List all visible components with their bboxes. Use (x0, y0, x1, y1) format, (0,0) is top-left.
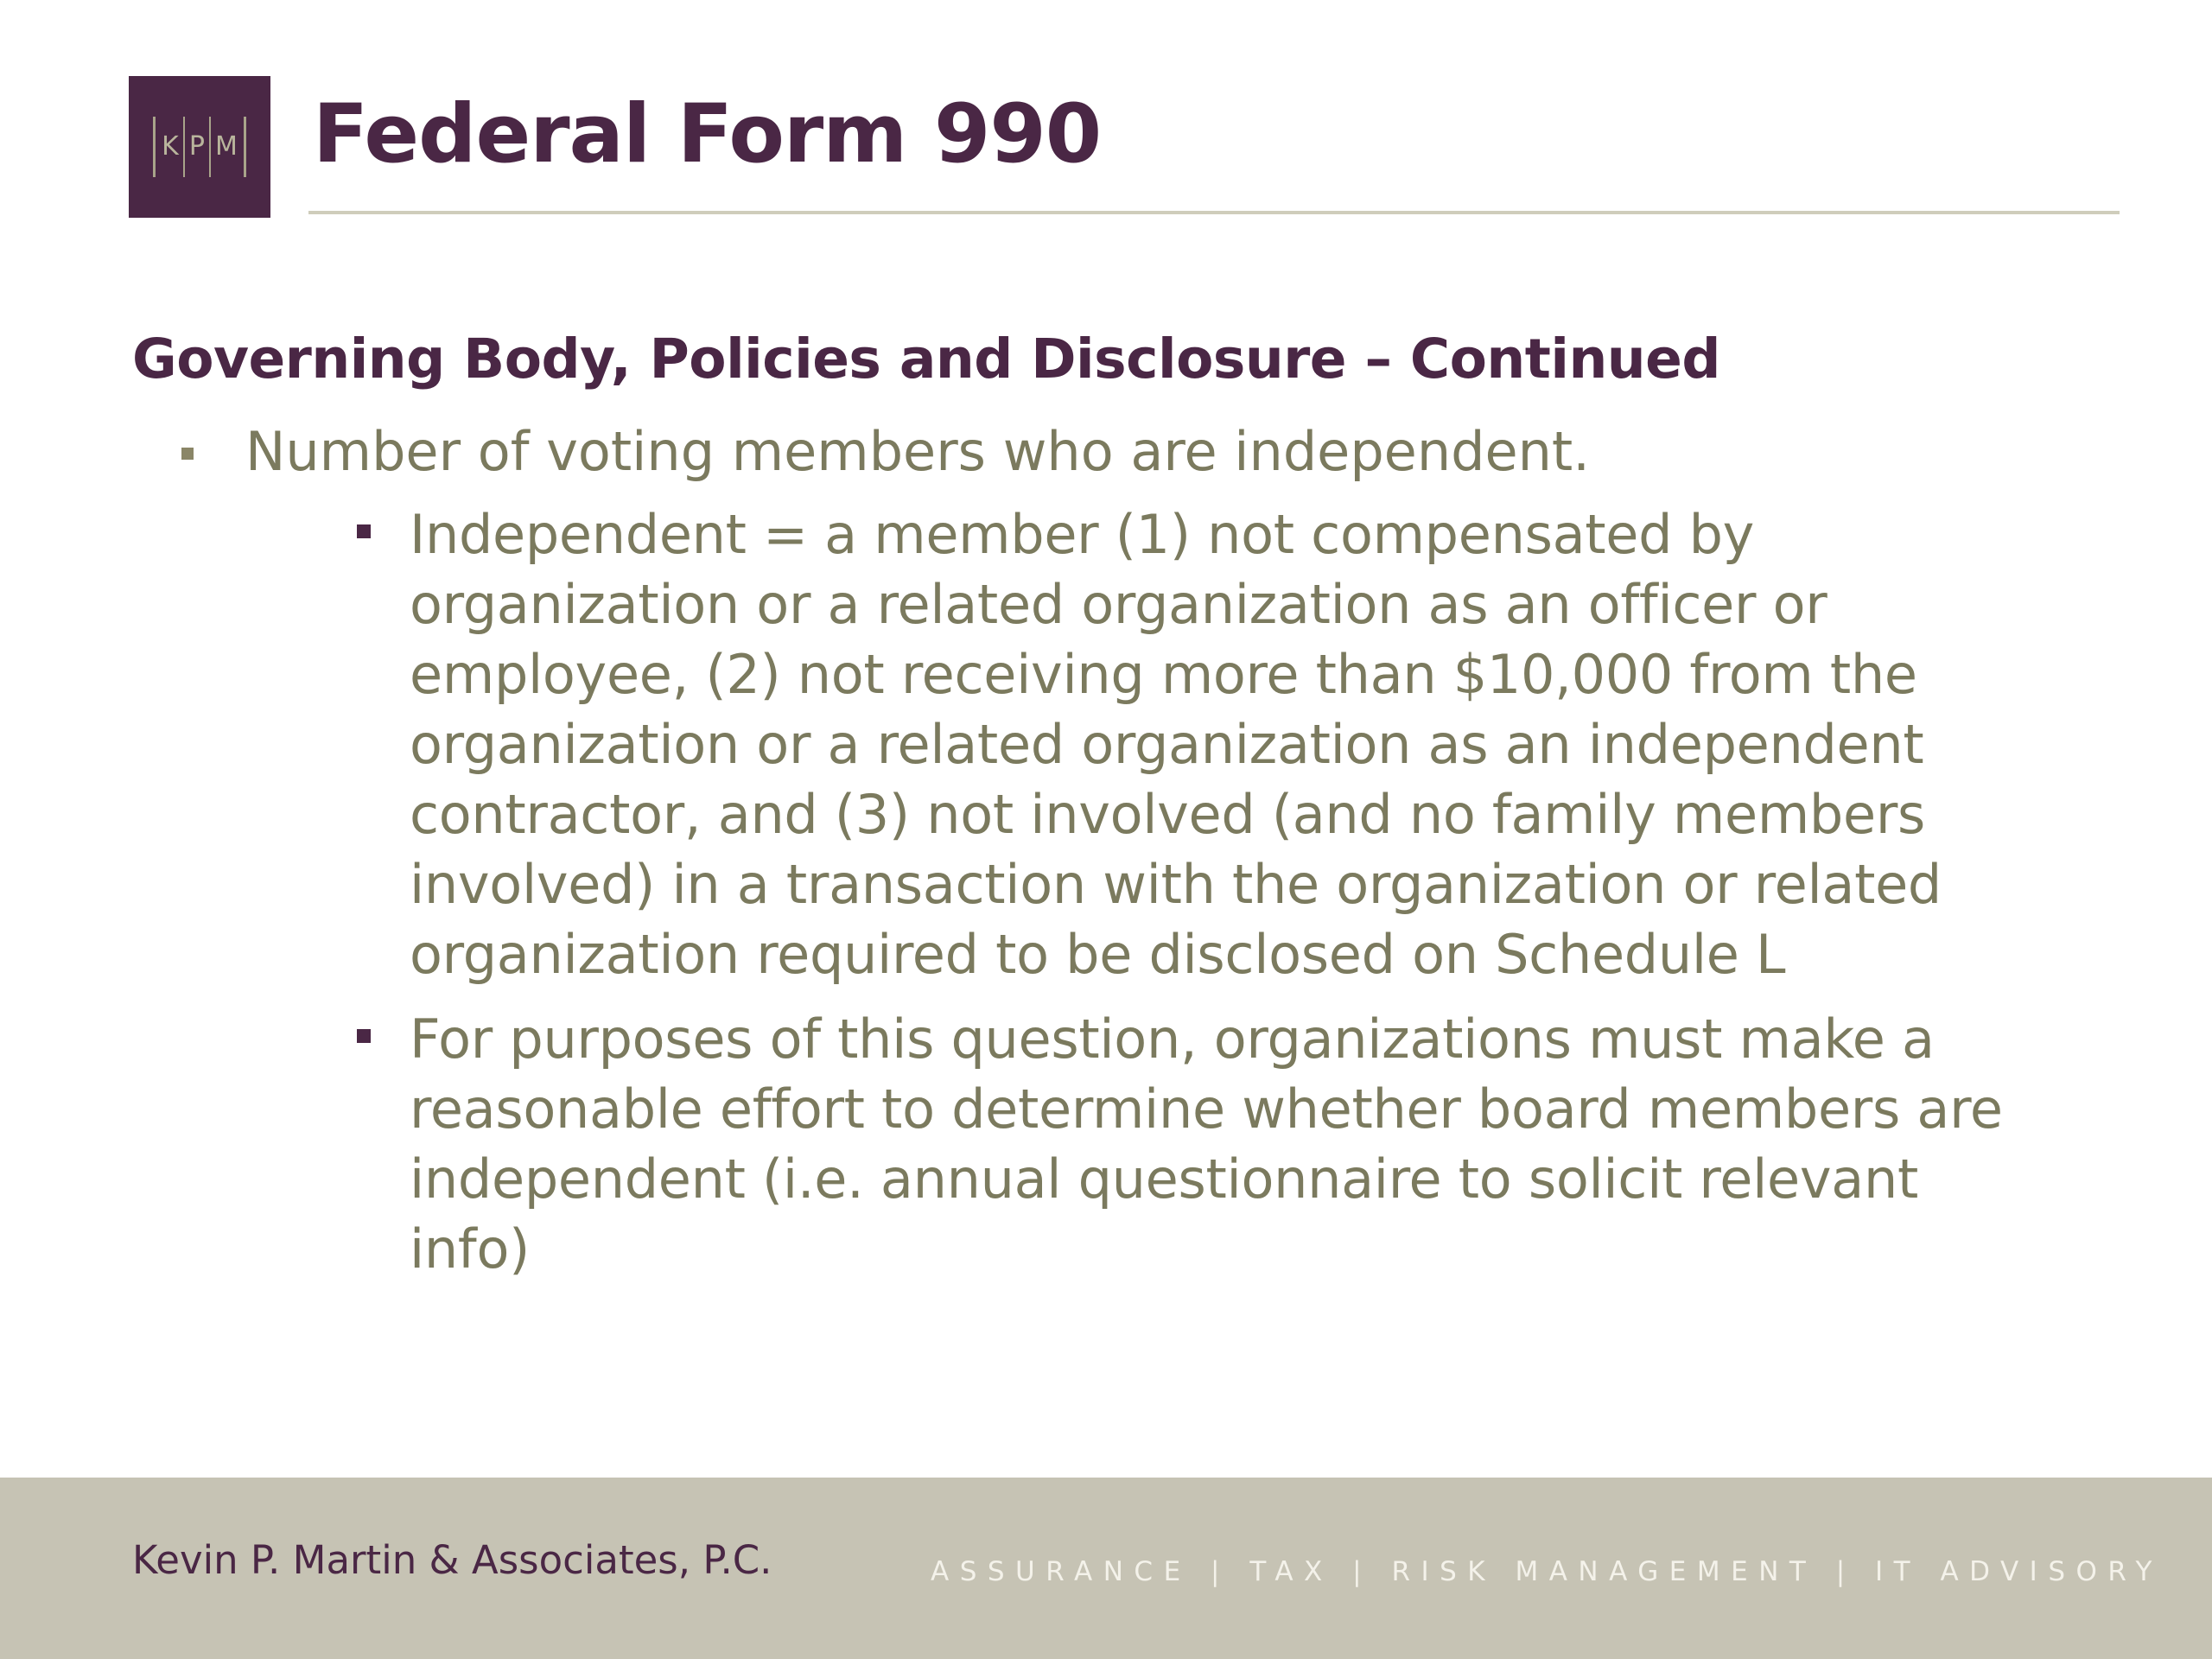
logo-letter-k: K (162, 131, 179, 162)
sub-bullet-marker (357, 524, 371, 538)
section-subheading: Governing Body, Policies and Disclosure – Continued (132, 327, 1720, 391)
footer-company-name: Kevin P. Martin & Associates, P.C. (132, 1537, 772, 1583)
bullet-marker (181, 448, 194, 460)
page-title: Federal Form 990 (313, 87, 1102, 181)
footer-services-tagline: ASSURANCE | TAX | RISK MANAGEMENT | IT ADVISORY (931, 1556, 2163, 1587)
logo-mark (153, 117, 246, 177)
bullet-text: Number of voting members who are independent. (245, 420, 1590, 483)
title-divider (308, 211, 2120, 214)
sub-bullet-text: Independent = a member (1) not compensated by organization or a related organization as an officer or employee, (2) not receiving more than $10,000 from the organization or a related organization as an independent contractor, and (3) not involved (and no family members involved) in a transaction with the organization or related organization required to be disclosed on Schedule L (410, 503, 1942, 986)
logo-letter-p: P (188, 131, 205, 162)
kpm-logo (129, 76, 270, 218)
sub-bullet-text: For purposes of this question, organizations must make a reasonable effort to determine whether board members are independent (i.e. annual questionnaire to solicit relevant info) (410, 1007, 2003, 1281)
sub-bullet-marker (357, 1029, 371, 1043)
logo-letter-m: M (214, 131, 238, 162)
